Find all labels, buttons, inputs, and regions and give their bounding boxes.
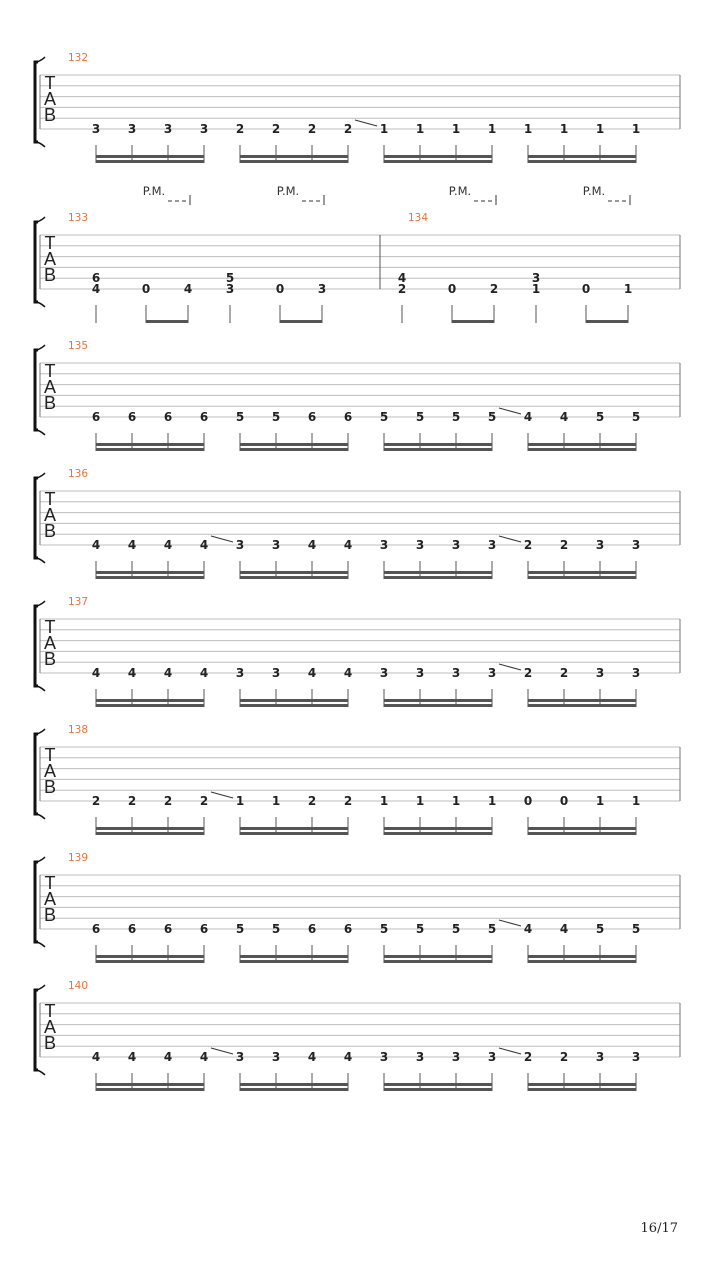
tab-clef-letter-b: B [43, 649, 57, 669]
measure-number: 133 [68, 212, 89, 224]
beam-secondary [240, 1083, 348, 1086]
beam-primary [96, 832, 204, 835]
fret-number: 1 [523, 122, 533, 136]
fret-number: 3 [631, 538, 641, 552]
fret-number: 1 [487, 122, 497, 136]
fret-number: 2 [523, 666, 533, 680]
tab-clef-letter-t: T [44, 1001, 56, 1021]
beam-secondary [96, 443, 204, 446]
beam-primary [280, 320, 322, 323]
fret-number: 4 [307, 1050, 317, 1064]
slide-line [499, 664, 521, 670]
fret-number: 6 [199, 922, 209, 936]
fret-number: 6 [163, 922, 173, 936]
fret-number: 3 [415, 538, 425, 552]
fret-number: 4 [343, 538, 353, 552]
fret-number: 4 [91, 538, 101, 552]
fret-number: 5 [451, 922, 461, 936]
beam-secondary [528, 827, 636, 830]
fret-number: 3 [379, 666, 389, 680]
beam-primary [384, 832, 492, 835]
system-bracket [35, 478, 38, 558]
fret-number: 6 [199, 410, 209, 424]
slide-line [355, 120, 377, 126]
bracket-hook-bottom [37, 942, 45, 947]
fret-number: 2 [91, 794, 101, 808]
beam-secondary [240, 571, 348, 574]
beam-primary [528, 448, 636, 451]
fret-number: 4 [91, 282, 101, 296]
beam-secondary [384, 1083, 492, 1086]
fret-number: 5 [379, 922, 389, 936]
beam-secondary [240, 443, 348, 446]
tab-clef-letter-b: B [43, 105, 57, 125]
fret-number: 0 [141, 282, 151, 296]
fret-number: 6 [163, 410, 173, 424]
beam-secondary [384, 955, 492, 958]
fret-number: 5 [631, 410, 641, 424]
tab-clef-letter-a: A [43, 1017, 57, 1037]
fret-number: 1 [379, 794, 389, 808]
fret-number: 5 [271, 410, 281, 424]
tab-clef-letter-t: T [44, 617, 56, 637]
page-number: 16/17 [640, 1221, 678, 1236]
tab-clef-letter-t: T [44, 233, 56, 253]
fret-number: 1 [271, 794, 281, 808]
fret-number: 1 [623, 282, 633, 296]
fret-number: 6 [343, 410, 353, 424]
fret-number: 3 [235, 538, 245, 552]
beam-primary [96, 960, 204, 963]
fret-number: 2 [235, 122, 245, 136]
bracket-hook-bottom [37, 142, 45, 147]
fret-number: 3 [531, 271, 541, 286]
fret-number: 4 [163, 538, 173, 552]
beam-primary [96, 704, 204, 707]
beam-secondary [96, 955, 204, 958]
tab-clef-letter-b: B [43, 393, 57, 413]
fret-number: 3 [451, 1050, 461, 1064]
fret-number: 2 [523, 538, 533, 552]
fret-number: 3 [127, 122, 137, 136]
bracket-hook-top [37, 345, 45, 350]
fret-number: 0 [581, 282, 591, 296]
bracket-hook-bottom [37, 1070, 45, 1075]
fret-number: 4 [91, 1050, 101, 1064]
beam-primary [96, 576, 204, 579]
fret-number: 2 [127, 794, 137, 808]
system-bracket [35, 222, 38, 302]
fret-number: 5 [487, 922, 497, 936]
beam-primary [384, 1088, 492, 1091]
beam-primary [384, 448, 492, 451]
fret-number: 4 [127, 538, 137, 552]
tab-clef-letter-a: A [43, 249, 57, 269]
beam-primary [528, 576, 636, 579]
fret-number: 0 [559, 794, 569, 808]
beam-secondary [384, 699, 492, 702]
palm-mute-label: P.M. [582, 184, 606, 198]
fret-number: 5 [415, 922, 425, 936]
fret-number: 3 [595, 666, 605, 680]
tab-clef-letter-a: A [43, 505, 57, 525]
beam-primary [528, 960, 636, 963]
beam-secondary [240, 699, 348, 702]
system-bracket [35, 862, 38, 942]
measure-number: 138 [68, 724, 89, 736]
bracket-hook-top [37, 217, 45, 222]
tab-clef-letter-a: A [43, 377, 57, 397]
palm-mute-label: P.M. [276, 184, 300, 198]
beam-primary [240, 448, 348, 451]
fret-number: 0 [523, 794, 533, 808]
fret-number: 4 [183, 282, 193, 296]
tab-clef-letter-b: B [43, 265, 57, 285]
fret-number: 2 [489, 282, 499, 296]
fret-number: 2 [343, 122, 353, 136]
beam-secondary [384, 443, 492, 446]
fret-number: 3 [379, 538, 389, 552]
fret-number: 3 [271, 666, 281, 680]
fret-number: 4 [343, 666, 353, 680]
beam-primary [384, 704, 492, 707]
beam-primary [96, 1088, 204, 1091]
fret-number: 3 [487, 666, 497, 680]
fret-number: 4 [199, 666, 209, 680]
fret-number: 5 [451, 410, 461, 424]
beam-secondary [528, 155, 636, 158]
beam-primary [240, 1088, 348, 1091]
measure-number: 132 [68, 52, 89, 64]
slide-line [499, 408, 521, 414]
fret-number: 6 [307, 922, 317, 936]
bracket-hook-top [37, 729, 45, 734]
fret-number: 4 [307, 538, 317, 552]
beam-primary [384, 576, 492, 579]
fret-number: 1 [451, 122, 461, 136]
beam-secondary [240, 955, 348, 958]
fret-number: 6 [127, 922, 137, 936]
fret-number: 4 [397, 271, 407, 286]
fret-number: 4 [127, 666, 137, 680]
fret-number: 3 [91, 122, 101, 136]
fret-number: 3 [199, 122, 209, 136]
beam-secondary [96, 571, 204, 574]
fret-number: 1 [235, 794, 245, 808]
slide-line [499, 1048, 521, 1054]
fret-number: 2 [559, 1050, 569, 1064]
palm-mute-label: P.M. [142, 184, 166, 198]
beam-primary [528, 160, 636, 163]
bracket-hook-bottom [37, 814, 45, 819]
tab-clef-letter-t: T [44, 73, 56, 93]
beam-secondary [96, 1083, 204, 1086]
beam-secondary [96, 827, 204, 830]
fret-number: 1 [595, 794, 605, 808]
beam-secondary [96, 699, 204, 702]
fret-number: 1 [379, 122, 389, 136]
fret-number: 1 [531, 282, 541, 296]
measure-number: 137 [68, 596, 89, 608]
fret-number: 2 [199, 794, 209, 808]
fret-number: 5 [487, 410, 497, 424]
fret-number: 3 [235, 666, 245, 680]
fret-number: 1 [451, 794, 461, 808]
fret-number: 2 [163, 794, 173, 808]
beam-secondary [384, 827, 492, 830]
beam-secondary [384, 155, 492, 158]
fret-number: 6 [91, 271, 101, 286]
tab-clef-letter-a: A [43, 761, 57, 781]
fret-number: 3 [225, 282, 235, 296]
fret-number: 4 [559, 922, 569, 936]
beam-primary [240, 160, 348, 163]
tab-clef-letter-a: A [43, 633, 57, 653]
fret-number: 4 [307, 666, 317, 680]
slide-line [211, 536, 233, 542]
fret-number: 3 [487, 538, 497, 552]
fret-number: 3 [163, 122, 173, 136]
fret-number: 1 [487, 794, 497, 808]
slide-line [499, 536, 521, 542]
fret-number: 1 [415, 122, 425, 136]
tab-clef-letter-t: T [44, 361, 56, 381]
beam-primary [96, 160, 204, 163]
fret-number: 0 [447, 282, 457, 296]
tab-clef-letter-b: B [43, 521, 57, 541]
beam-primary [240, 704, 348, 707]
beam-primary [240, 960, 348, 963]
bracket-hook-bottom [37, 430, 45, 435]
bracket-hook-top [37, 857, 45, 862]
tab-clef-letter-b: B [43, 777, 57, 797]
fret-number: 4 [523, 922, 533, 936]
slide-line [211, 792, 233, 798]
tab-clef-letter-a: A [43, 89, 57, 109]
beam-secondary [240, 155, 348, 158]
fret-number: 2 [523, 1050, 533, 1064]
fret-number: 4 [91, 666, 101, 680]
fret-number: 5 [415, 410, 425, 424]
fret-number: 5 [595, 410, 605, 424]
tab-clef-letter-a: A [43, 889, 57, 909]
beam-secondary [528, 699, 636, 702]
fret-number: 1 [595, 122, 605, 136]
fret-number: 6 [91, 410, 101, 424]
fret-number: 3 [379, 1050, 389, 1064]
fret-number: 3 [631, 1050, 641, 1064]
beam-secondary [528, 1083, 636, 1086]
fret-number: 1 [559, 122, 569, 136]
fret-number: 0 [275, 282, 285, 296]
bracket-hook-bottom [37, 558, 45, 563]
tab-clef-letter-b: B [43, 905, 57, 925]
fret-number: 6 [91, 922, 101, 936]
fret-number: 4 [559, 410, 569, 424]
fret-number: 4 [199, 538, 209, 552]
fret-number: 5 [631, 922, 641, 936]
fret-number: 3 [317, 282, 327, 296]
system-bracket [35, 350, 38, 430]
slide-line [211, 1048, 233, 1054]
tab-clef-letter-t: T [44, 873, 56, 893]
beam-primary [384, 960, 492, 963]
fret-number: 5 [225, 271, 235, 286]
fret-number: 2 [307, 794, 317, 808]
measure-number: 139 [68, 852, 89, 864]
measure-number: 136 [68, 468, 89, 480]
beam-primary [528, 704, 636, 707]
fret-number: 5 [379, 410, 389, 424]
system-bracket [35, 990, 38, 1070]
fret-number: 2 [271, 122, 281, 136]
beam-primary [586, 320, 628, 323]
fret-number: 1 [631, 794, 641, 808]
beam-secondary [96, 155, 204, 158]
fret-number: 4 [163, 1050, 173, 1064]
bracket-hook-top [37, 473, 45, 478]
fret-number: 3 [451, 666, 461, 680]
beam-primary [384, 160, 492, 163]
fret-number: 3 [271, 1050, 281, 1064]
fret-number: 5 [595, 922, 605, 936]
palm-mute-label: P.M. [448, 184, 472, 198]
fret-number: 3 [415, 1050, 425, 1064]
fret-number: 3 [235, 1050, 245, 1064]
fret-number: 4 [127, 1050, 137, 1064]
fret-number: 3 [487, 1050, 497, 1064]
slide-line [499, 920, 521, 926]
beam-primary [146, 320, 188, 323]
fret-number: 2 [307, 122, 317, 136]
fret-number: 5 [235, 922, 245, 936]
fret-number: 2 [397, 282, 407, 296]
fret-number: 6 [127, 410, 137, 424]
fret-number: 1 [631, 122, 641, 136]
bracket-hook-bottom [37, 686, 45, 691]
fret-number: 5 [271, 922, 281, 936]
fret-number: 4 [343, 1050, 353, 1064]
tab-clef-letter-b: B [43, 1033, 57, 1053]
system-bracket [35, 62, 38, 142]
bracket-hook-top [37, 601, 45, 606]
fret-number: 2 [343, 794, 353, 808]
tab-clef-letter-t: T [44, 745, 56, 765]
system-bracket [35, 734, 38, 814]
bracket-hook-bottom [37, 302, 45, 307]
measure-number: 140 [68, 980, 89, 992]
fret-number: 5 [235, 410, 245, 424]
beam-primary [452, 320, 494, 323]
tab-clef-letter-t: T [44, 489, 56, 509]
beam-primary [528, 832, 636, 835]
fret-number: 6 [307, 410, 317, 424]
fret-number: 2 [559, 538, 569, 552]
fret-number: 1 [415, 794, 425, 808]
beam-secondary [528, 955, 636, 958]
fret-number: 3 [451, 538, 461, 552]
bracket-hook-top [37, 57, 45, 62]
fret-number: 4 [163, 666, 173, 680]
fret-number: 3 [595, 1050, 605, 1064]
beam-primary [528, 1088, 636, 1091]
fret-number: 2 [559, 666, 569, 680]
fret-number: 3 [631, 666, 641, 680]
fret-number: 6 [343, 922, 353, 936]
bracket-hook-top [37, 985, 45, 990]
fret-number: 3 [271, 538, 281, 552]
fret-number: 3 [595, 538, 605, 552]
measure-number: 134 [408, 212, 429, 224]
beam-primary [240, 576, 348, 579]
fret-number: 3 [415, 666, 425, 680]
beam-secondary [240, 827, 348, 830]
fret-number: 4 [523, 410, 533, 424]
beam-secondary [384, 571, 492, 574]
measure-number: 135 [68, 340, 89, 352]
beam-secondary [528, 571, 636, 574]
fret-number: 4 [199, 1050, 209, 1064]
beam-primary [240, 832, 348, 835]
beam-primary [96, 448, 204, 451]
system-bracket [35, 606, 38, 686]
beam-secondary [528, 443, 636, 446]
